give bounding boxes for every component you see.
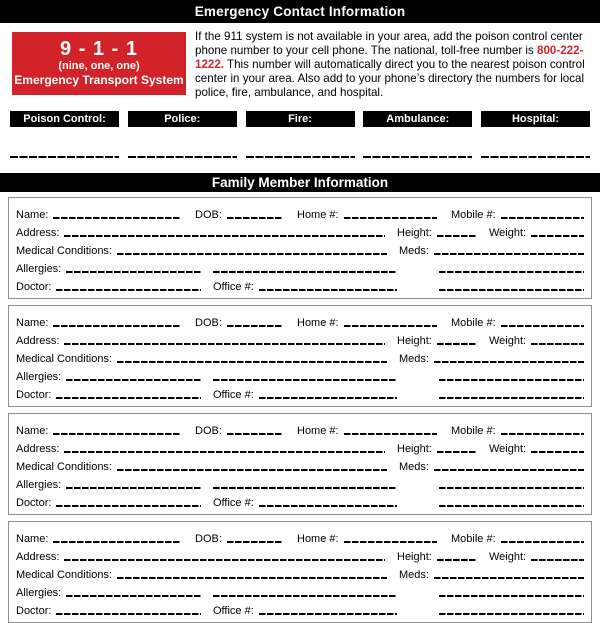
meds-input-line[interactable] xyxy=(434,361,584,362)
emergency-contact-title: Emergency Contact Information xyxy=(194,4,406,19)
mobile-phone-field xyxy=(451,316,584,330)
dob-input-line[interactable] xyxy=(227,541,283,542)
address-label: Address: xyxy=(16,334,60,347)
meds-field xyxy=(399,244,584,258)
badge-911-number: 9 - 1 - 1 xyxy=(60,38,138,60)
mobile-phone-input-line[interactable] xyxy=(501,433,584,434)
mobile-phone-label: Mobile #: xyxy=(451,208,496,221)
mobile-phone-label: Mobile #: xyxy=(451,424,496,437)
height-label: Height: xyxy=(397,442,432,455)
allergies-label: Allergies: xyxy=(16,478,62,491)
allergies-input-line[interactable] xyxy=(66,271,201,272)
meds-continuation-line-1[interactable] xyxy=(439,487,584,488)
ambulance-label: Ambulance: xyxy=(363,111,472,127)
medical-conditions-label: Medical Conditions: xyxy=(16,568,112,581)
address-label: Address: xyxy=(16,226,60,239)
poison-control-phone-number: 800-222-1222. xyxy=(195,43,584,71)
badge-911-subtitle: Emergency Transport System xyxy=(14,73,184,87)
fire-label: Fire: xyxy=(246,111,355,127)
allergies-input-line[interactable] xyxy=(66,595,201,596)
member-row-address xyxy=(16,546,584,564)
meds-continuation-line-2[interactable] xyxy=(439,613,584,614)
office-phone-input-line[interactable] xyxy=(259,289,397,290)
address-input-line[interactable] xyxy=(64,451,385,452)
medical-conditions-label: Medical Conditions: xyxy=(16,352,112,365)
name-label: Name: xyxy=(16,316,49,329)
emergency-contact-header-bar xyxy=(0,0,600,23)
office-phone-label: Office #: xyxy=(213,280,254,293)
weight-field xyxy=(489,442,584,456)
allergies-label: Allergies: xyxy=(16,586,62,599)
member-row-allergies xyxy=(16,366,584,384)
member-row-doctor xyxy=(16,384,584,402)
member-row-name xyxy=(16,204,584,222)
weight-label: Weight: xyxy=(489,442,527,455)
medical-conditions-field xyxy=(16,352,387,366)
meds-input-line[interactable] xyxy=(434,577,584,578)
office-phone-field xyxy=(213,496,397,510)
medical-conditions-label: Medical Conditions: xyxy=(16,460,112,473)
poison-control-label: Poison Control: xyxy=(10,111,119,127)
weight-field xyxy=(489,550,584,564)
home-phone-input-line[interactable] xyxy=(344,325,437,326)
address-input-line[interactable] xyxy=(64,235,385,236)
meds-continuation-line-2[interactable] xyxy=(439,505,584,506)
dob-input-line[interactable] xyxy=(227,325,283,326)
height-field xyxy=(397,226,477,240)
doctor-field xyxy=(16,604,201,618)
home-phone-field xyxy=(297,424,437,438)
mobile-phone-label: Mobile #: xyxy=(451,532,496,545)
dob-label: DOB: xyxy=(195,208,222,221)
police-number-line[interactable] xyxy=(128,156,237,158)
weight-input-line[interactable] xyxy=(531,559,584,560)
name-label: Name: xyxy=(16,208,49,221)
meds-continuation-line-2[interactable] xyxy=(439,289,584,290)
height-input-line[interactable] xyxy=(437,451,477,452)
allergies-field xyxy=(16,586,201,600)
meds-input-line[interactable] xyxy=(434,253,584,254)
medical-conditions-input-line[interactable] xyxy=(117,361,387,362)
family-member-block xyxy=(8,305,592,407)
home-phone-label: Home #: xyxy=(297,208,339,221)
medical-conditions-label: Medical Conditions: xyxy=(16,244,112,257)
ambulance-number-line[interactable] xyxy=(363,156,472,158)
allergies-label: Allergies: xyxy=(16,262,62,275)
office-phone-input-line[interactable] xyxy=(259,505,397,506)
allergies-input-line[interactable] xyxy=(66,379,201,380)
badge-911-words: (nine, one, one) xyxy=(58,60,140,72)
weight-field xyxy=(489,334,584,348)
address-label: Address: xyxy=(16,550,60,563)
intro-paragraph xyxy=(195,30,588,100)
height-field xyxy=(397,334,477,348)
office-phone-input-line[interactable] xyxy=(259,397,397,398)
weight-field xyxy=(489,226,584,240)
doctor-input-line[interactable] xyxy=(56,289,201,290)
doctor-label: Doctor: xyxy=(16,280,52,293)
allergies-continuation-line[interactable] xyxy=(213,595,397,596)
member-row-medical xyxy=(16,456,584,474)
dob-label: DOB: xyxy=(195,424,222,437)
member-row-doctor xyxy=(16,600,584,618)
home-phone-label: Home #: xyxy=(297,316,339,329)
allergies-input-line[interactable] xyxy=(66,487,201,488)
office-phone-label: Office #: xyxy=(213,604,254,617)
family-member-title: Family Member Information xyxy=(211,174,389,190)
weight-label: Weight: xyxy=(489,226,527,239)
allergies-field xyxy=(16,370,201,384)
height-label: Height: xyxy=(397,550,432,563)
family-member-blocks xyxy=(0,197,600,623)
doctor-field xyxy=(16,280,201,294)
home-phone-input-line[interactable] xyxy=(344,433,437,434)
meds-field xyxy=(399,460,584,474)
address-field xyxy=(16,442,385,456)
allergies-continuation-line[interactable] xyxy=(213,379,397,380)
office-phone-field xyxy=(213,280,397,294)
allergies-continuation-line[interactable] xyxy=(213,271,397,272)
doctor-label: Doctor: xyxy=(16,604,52,617)
doctor-label: Doctor: xyxy=(16,388,52,401)
office-phone-field xyxy=(213,388,397,402)
police-label: Police: xyxy=(128,111,237,127)
member-row-medical xyxy=(16,240,584,258)
member-row-doctor xyxy=(16,492,584,510)
height-input-line[interactable] xyxy=(437,343,477,344)
home-phone-field xyxy=(297,532,437,546)
name-input-line[interactable] xyxy=(53,325,181,326)
weight-input-line[interactable] xyxy=(531,343,584,344)
doctor-field xyxy=(16,496,201,510)
fire-number-line[interactable] xyxy=(246,156,355,158)
weight-input-line[interactable] xyxy=(531,451,584,452)
meds-continuation-line-1[interactable] xyxy=(439,379,584,380)
home-phone-label: Home #: xyxy=(297,532,339,545)
family-member-block xyxy=(8,521,592,623)
address-field xyxy=(16,226,385,240)
name-field xyxy=(16,316,181,330)
weight-input-line[interactable] xyxy=(531,235,584,236)
name-input-line[interactable] xyxy=(53,433,181,434)
family-member-block xyxy=(8,413,592,515)
member-row-doctor xyxy=(16,276,584,294)
name-input-line[interactable] xyxy=(53,541,181,542)
meds-continuation-line-2[interactable] xyxy=(439,397,584,398)
home-phone-input-line[interactable] xyxy=(344,217,437,218)
intro-text-before-phone: If the 911 system is not available in your area, add the poison control center phone number to your cell phone. The national, toll-free number is xyxy=(195,30,583,57)
dob-input-line[interactable] xyxy=(227,433,283,434)
meds-continuation-line-1[interactable] xyxy=(439,595,584,596)
meds-label: Meds: xyxy=(399,460,429,473)
member-row-address xyxy=(16,222,584,240)
member-row-address xyxy=(16,438,584,456)
mobile-phone-label: Mobile #: xyxy=(451,316,496,329)
home-phone-input-line[interactable] xyxy=(344,541,437,542)
family-member-header-bar xyxy=(0,173,600,192)
height-label: Height: xyxy=(397,226,432,239)
dob-field xyxy=(195,316,283,330)
mobile-phone-field xyxy=(451,532,584,546)
member-row-allergies xyxy=(16,258,584,276)
mobile-phone-field xyxy=(451,424,584,438)
office-phone-label: Office #: xyxy=(213,388,254,401)
office-phone-label: Office #: xyxy=(213,496,254,509)
name-label: Name: xyxy=(16,532,49,545)
intro-section xyxy=(12,32,588,100)
medical-conditions-input-line[interactable] xyxy=(117,577,387,578)
doctor-field xyxy=(16,388,201,402)
address-field xyxy=(16,550,385,564)
meds-label: Meds: xyxy=(399,568,429,581)
dob-field xyxy=(195,424,283,438)
meds-label: Meds: xyxy=(399,352,429,365)
address-field xyxy=(16,334,385,348)
weight-label: Weight: xyxy=(489,334,527,347)
dob-field xyxy=(195,208,283,222)
dob-input-line[interactable] xyxy=(227,217,283,218)
badge-911 xyxy=(12,32,186,95)
member-row-name xyxy=(16,528,584,546)
dob-label: DOB: xyxy=(195,532,222,545)
member-row-medical xyxy=(16,564,584,582)
allergies-continuation-line[interactable] xyxy=(213,487,397,488)
name-input-line[interactable] xyxy=(53,217,181,218)
allergies-label: Allergies: xyxy=(16,370,62,383)
weight-label: Weight: xyxy=(489,550,527,563)
office-phone-field xyxy=(213,604,397,618)
height-input-line[interactable] xyxy=(437,235,477,236)
name-field xyxy=(16,208,181,222)
height-label: Height: xyxy=(397,334,432,347)
member-row-allergies xyxy=(16,582,584,600)
poison-control-number-line[interactable] xyxy=(10,156,119,158)
doctor-input-line[interactable] xyxy=(56,613,201,614)
medical-conditions-input-line[interactable] xyxy=(117,253,387,254)
home-phone-label: Home #: xyxy=(297,424,339,437)
meds-field xyxy=(399,568,584,582)
office-phone-input-line[interactable] xyxy=(259,613,397,614)
emergency-numbers-line-row xyxy=(0,156,600,158)
doctor-input-line[interactable] xyxy=(56,397,201,398)
member-row-address xyxy=(16,330,584,348)
member-row-allergies xyxy=(16,474,584,492)
address-input-line[interactable] xyxy=(64,559,385,560)
meds-label: Meds: xyxy=(399,244,429,257)
family-member-block xyxy=(8,197,592,299)
emergency-numbers-label-row xyxy=(0,111,600,127)
home-phone-field xyxy=(297,208,437,222)
medical-conditions-field xyxy=(16,244,387,258)
height-input-line[interactable] xyxy=(437,559,477,560)
hospital-label: Hospital: xyxy=(481,111,590,127)
doctor-label: Doctor: xyxy=(16,496,52,509)
medical-conditions-field xyxy=(16,568,387,582)
member-row-medical xyxy=(16,348,584,366)
mobile-phone-field xyxy=(451,208,584,222)
dob-field xyxy=(195,532,283,546)
meds-input-line[interactable] xyxy=(434,469,584,470)
member-row-name xyxy=(16,420,584,438)
allergies-field xyxy=(16,478,201,492)
address-label: Address: xyxy=(16,442,60,455)
doctor-input-line[interactable] xyxy=(56,505,201,506)
address-input-line[interactable] xyxy=(64,343,385,344)
intro-text-after-phone: This number will automatically direct you to the nearest poison control center in your area. Also add to your phone’s directory the numbers for local police, fire, ambulance, and hospital. xyxy=(195,57,585,99)
member-row-name xyxy=(16,312,584,330)
home-phone-field xyxy=(297,316,437,330)
mobile-phone-input-line[interactable] xyxy=(501,325,584,326)
height-field xyxy=(397,442,477,456)
meds-field xyxy=(399,352,584,366)
medical-conditions-field xyxy=(16,460,387,474)
mobile-phone-input-line[interactable] xyxy=(501,541,584,542)
name-label: Name: xyxy=(16,424,49,437)
meds-continuation-line-1[interactable] xyxy=(439,271,584,272)
medical-conditions-input-line[interactable] xyxy=(117,469,387,470)
mobile-phone-input-line[interactable] xyxy=(501,217,584,218)
name-field xyxy=(16,424,181,438)
height-field xyxy=(397,550,477,564)
hospital-number-line[interactable] xyxy=(481,156,590,158)
allergies-field xyxy=(16,262,201,276)
name-field xyxy=(16,532,181,546)
dob-label: DOB: xyxy=(195,316,222,329)
